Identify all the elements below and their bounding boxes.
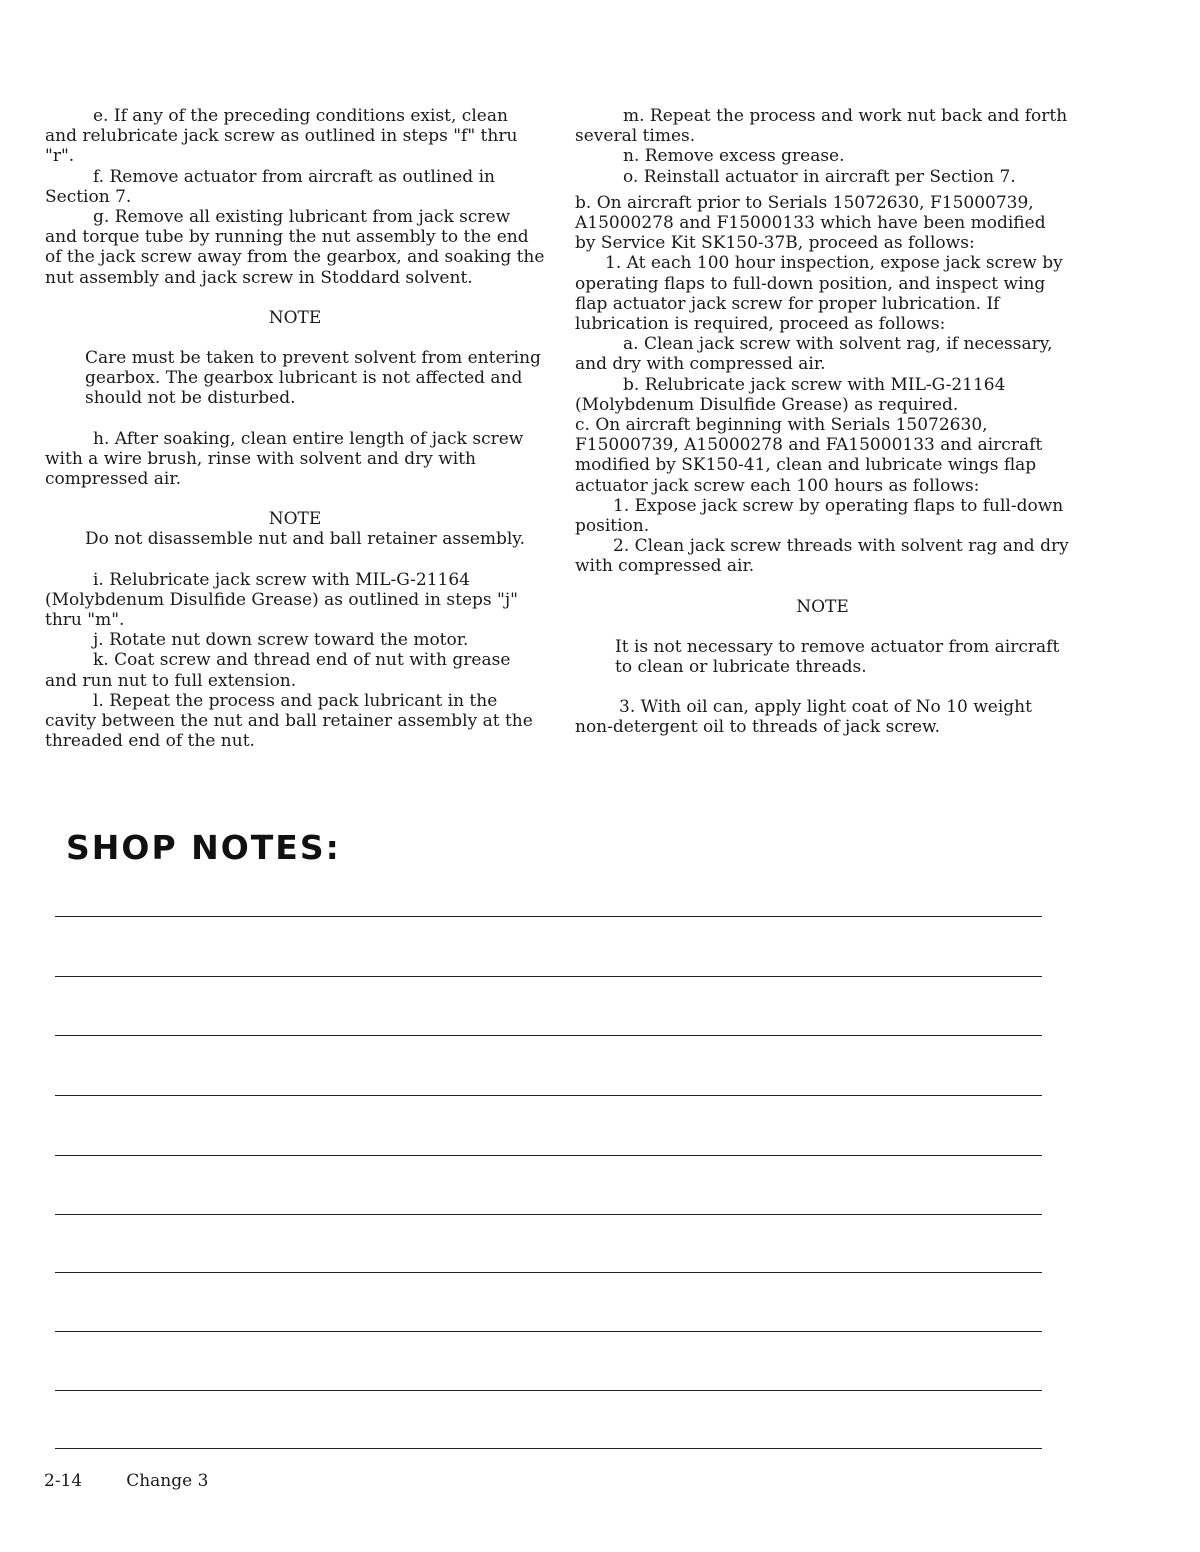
shop-notes-line (55, 1095, 1042, 1096)
shop-notes-line (55, 1272, 1042, 1273)
shop-notes-line (55, 1214, 1042, 1215)
paragraph-b-step-1b: b. Relubricate jack screw with MIL-G-21164 (Molybdenum Disulfide Grease) as required. (575, 374, 1006, 415)
note-text-2: Do not disassemble nut and ball retainer assembly. (85, 529, 526, 550)
right-column (575, 106, 1070, 738)
step-i: i. Relubricate jack screw with MIL-G-21164 (Molybdenum Disulfide Grease) as outlined in steps "j" thru "m". (45, 569, 518, 631)
step-f: f. Remove actuator from aircraft as outlined in Section 7. (45, 166, 495, 207)
paragraph-b-step-1a: a. Clean jack screw with solvent rag, if necessary, and dry with compressed air. (575, 334, 1053, 375)
change-label: Change 3 (126, 1471, 209, 1491)
paragraph-b-step-1: 1. At each 100 hour inspection, expose jack screw by operating flaps to full-down position, and inspect wing flap actuator jack screw for proper lubrication. If lubrication is required, proceed as follows: (575, 253, 1063, 335)
step-o: o. Reinstall actuator in aircraft per Section 7. (623, 166, 1016, 187)
left-column (45, 106, 545, 751)
shop-notes-line (55, 1035, 1042, 1036)
shop-notes-line (55, 1390, 1042, 1391)
step-n: n. Remove excess grease. (623, 146, 845, 167)
shop-notes-line (55, 1331, 1042, 1332)
shop-notes-line (55, 1155, 1042, 1156)
step-h: h. After soaking, clean entire length of jack screw with a wire brush, rinse with solvent and dry with compressed air. (45, 428, 524, 490)
shop-notes-line (55, 1448, 1042, 1449)
page-footer (44, 1471, 252, 1491)
paragraph-c-step-1: 1. Expose jack screw by operating flaps to full-down position. (575, 495, 1064, 537)
paragraph-c: c. On aircraft beginning with Serials 15072630, F15000739, A15000278 and FA15000133 and aircraft modified by SK150-41, clean and lubricate wings flap actuator jack screw each 100 hours as follows: (575, 415, 1043, 496)
note-heading-3: NOTE (796, 596, 849, 617)
shop-notes-title: SHOP NOTES: (66, 828, 341, 867)
note-text-1: Care must be taken to prevent solvent from entering gearbox. The gearbox lubricant is not affected and should not be disturbed. (85, 348, 541, 409)
paragraph-c-step-3: 3. With oil can, apply light coat of No 10 weight non-detergent oil to threads of jack screw. (575, 697, 1032, 738)
paragraph-b: b. On aircraft prior to Serials 15072630, F15000739, A15000278 and F15000133 which have been modified by Service Kit SK150-37B, proceed as follows: (575, 192, 1046, 254)
step-m: m. Repeat the process and work nut back and forth several times. (575, 106, 1068, 147)
step-k: k. Coat screw and thread end of nut with grease and run nut to full extension. (45, 650, 511, 691)
shop-notes-line (55, 916, 1042, 917)
note-heading-1: NOTE (268, 307, 322, 328)
step-j: j. Rotate nut down screw toward the motor. (93, 630, 469, 651)
page-number: 2-14 (44, 1471, 83, 1491)
step-g: g. Remove all existing lubricant from jack screw and torque tube by running the nut assembly to the end of the jack screw away from the gearbox, and soaking the nut assembly and jack screw in Stoddard solvent. (45, 207, 545, 288)
step-e: e. If any of the preceding conditions exist, clean and relubricate jack screw as outlined in steps "f" thru "r". (45, 106, 518, 167)
note-heading-2: NOTE (268, 509, 322, 530)
shop-notes-line (55, 976, 1042, 977)
note-text-3: It is not necessary to remove actuator from aircraft to clean or lubricate threads. (615, 636, 1060, 678)
step-l: l. Repeat the process and pack lubricant in the cavity between the nut and ball retainer assembly at the threaded end of the nut. (45, 690, 533, 752)
paragraph-c-step-2: 2. Clean jack screw threads with solvent rag and dry with compressed air. (575, 536, 1069, 577)
